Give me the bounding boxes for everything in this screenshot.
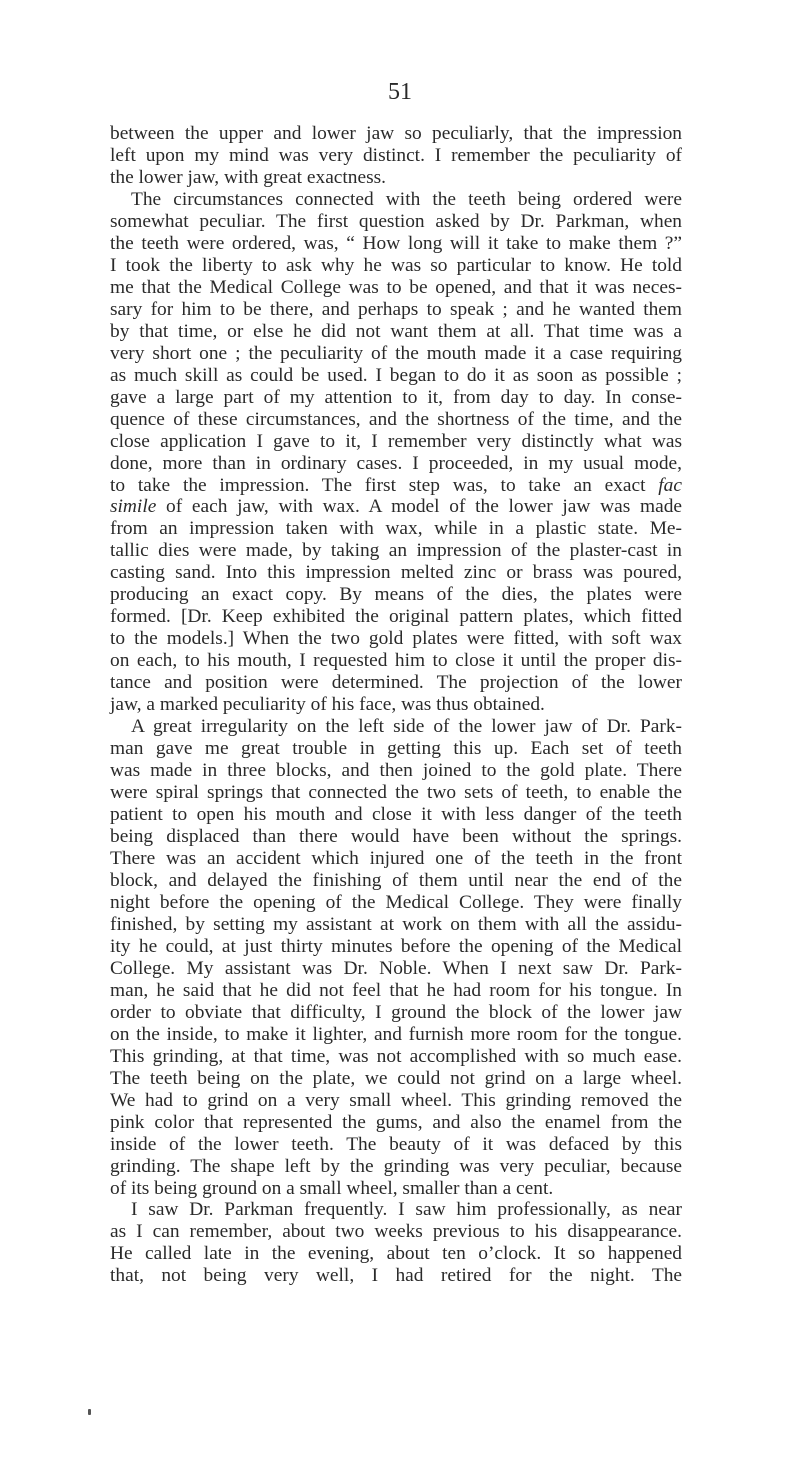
line-text: sary for him to be there, and perhaps to speak ; and he wanted them <box>110 298 682 320</box>
text-line <box>110 716 682 738</box>
text-line <box>110 1156 682 1178</box>
line-text: tallic dies were made, by taking an impression of the plaster-cast in <box>110 540 682 562</box>
margin-speck <box>88 1409 91 1415</box>
text-line <box>110 980 682 1002</box>
text-line <box>110 211 682 233</box>
text-line <box>110 672 682 694</box>
line-text: A great irregularity on the left side of the lower jaw of Dr. Park- <box>131 716 682 738</box>
line-text: pink color that represented the gums, and also the enamel from the <box>110 1111 682 1133</box>
text-line <box>110 782 682 804</box>
line-text: on the inside, to make it lighter, and furnish more room for the tongue. <box>110 1023 682 1045</box>
text-line <box>110 1046 682 1068</box>
text-line <box>110 453 682 475</box>
text-line <box>110 892 682 914</box>
line-text: quence of these circumstances, and the shortness of the time, and the <box>110 408 682 430</box>
line-text: I saw Dr. Parkman frequently. I saw him professionally, as near <box>131 1199 682 1221</box>
text-line <box>110 233 682 255</box>
line-text: left upon my mind was very distinct. I remember the peculiarity of <box>110 144 682 166</box>
text-line <box>110 1178 682 1200</box>
line-text: to take the impression. The first step was, to take an exact <box>110 474 646 496</box>
text-line <box>110 650 682 672</box>
line-text: grinding. The shape left by the grinding was very peculiar, because <box>110 1155 682 1177</box>
text-line <box>110 409 682 431</box>
text-line <box>110 628 682 650</box>
line-text: the lower jaw, with great exactness. <box>110 166 387 188</box>
text-line <box>110 496 682 518</box>
line-text: me that the Medical College was to be opened, and that it was neces- <box>110 276 682 298</box>
text-line <box>110 562 682 584</box>
line-text: There was an accident which injured one of the teeth in the front <box>110 847 682 869</box>
text-line <box>110 1221 682 1243</box>
text-line <box>110 365 682 387</box>
text-line <box>110 870 682 892</box>
line-text: man, he said that he did not feel that he had room for his tongue. In <box>110 979 682 1001</box>
text-line <box>110 1002 682 1024</box>
line-text: was made in three blocks, and then joined to the gold plate. There <box>110 760 682 782</box>
text-line <box>110 1090 682 1112</box>
page-number: 51 <box>388 79 412 105</box>
line-text: by that time, or else he did not want them at all. That time was a <box>110 320 682 342</box>
text-line <box>110 343 682 365</box>
line-text: We had to grind on a very small wheel. This grinding removed the <box>110 1089 682 1111</box>
line-text: order to obviate that difficulty, I ground the block of the lower jaw <box>110 1001 682 1023</box>
text-line <box>110 145 682 167</box>
text-line <box>110 804 682 826</box>
line-text: on each, to his mouth, I requested him to close it until the proper dis- <box>110 650 682 672</box>
text-line <box>110 1199 682 1221</box>
text-line <box>110 518 682 540</box>
line-text: to the models.] When the two gold plates were fitted, with soft wax <box>110 628 682 650</box>
line-text: patient to open his mouth and close it with less danger of the teeth <box>110 804 682 826</box>
text-line <box>110 606 682 628</box>
text-line <box>110 1112 682 1134</box>
text-line <box>110 277 682 299</box>
line-text: very short one ; the peculiarity of the mouth made it a case requiring <box>110 342 682 364</box>
line-text: tance and position were determined. The projection of the lower <box>110 672 682 694</box>
line-text: that, not being very well, I had retired for the night. The <box>110 1265 682 1287</box>
text-line <box>110 694 682 716</box>
text-line <box>110 387 682 409</box>
text-line <box>110 958 682 980</box>
line-text: This grinding, at that time, was not accomplished with so much ease. <box>110 1045 682 1067</box>
line-text: I took the liberty to ask why he was so particular to know. He told <box>110 254 682 276</box>
line-text: as I can remember, about two weeks previous to his disappearance. <box>110 1221 682 1243</box>
line-text: were spiral springs that connected the two sets of teeth, to enable the <box>110 782 682 804</box>
line-text: man gave me great trouble in getting this up. Each set of teeth <box>110 738 682 760</box>
text-line <box>110 738 682 760</box>
line-text: as much skill as could be used. I began to do it as soon as possible ; <box>110 364 682 386</box>
text-line <box>110 431 682 453</box>
text-line <box>110 1134 682 1156</box>
text-line <box>110 848 682 870</box>
line-text: close application I gave to it, I remember very distinctly what was <box>110 430 682 452</box>
text-line <box>110 1024 682 1046</box>
line-text: formed. [Dr. Keep exhibited the original pattern plates, which fitted <box>110 606 682 628</box>
line-text: ity he could, at just thirty minutes before the opening of the Medical <box>110 935 682 957</box>
line-text: of each jaw, with wax. A model of the lower jaw was made <box>166 496 682 518</box>
line-text: The teeth being on the plate, we could not grind on a large wheel. <box>110 1067 682 1089</box>
line-text: producing an exact copy. By means of the dies, the plates were <box>110 584 682 606</box>
line-text: somewhat peculiar. The first question asked by Dr. Parkman, when <box>110 210 682 232</box>
line-text: jaw, a marked peculiarity of his face, was thus obtained. <box>110 694 545 716</box>
text-line <box>110 826 682 848</box>
text-line <box>110 1243 682 1265</box>
text-line <box>110 123 682 145</box>
italic-word: simile <box>110 496 157 518</box>
text-line <box>110 255 682 277</box>
line-text: College. My assistant was Dr. Noble. When I next saw Dr. Park- <box>110 957 682 979</box>
line-text: done, more than in ordinary cases. I proceeded, in my usual mode, <box>110 452 682 474</box>
line-text: from an impression taken with wax, while in a plastic state. Me- <box>110 518 682 540</box>
text-line <box>110 189 682 211</box>
text-line <box>110 475 682 497</box>
italic-word: fac <box>658 474 682 496</box>
line-text: finished, by setting my assistant at work on them with all the assidu- <box>110 913 682 935</box>
text-line <box>110 167 682 189</box>
body-text <box>110 123 682 1287</box>
line-text: He called late in the evening, about ten o’clock. It so happened <box>110 1243 682 1265</box>
line-text: night before the opening of the Medical College. They were finally <box>110 891 682 913</box>
text-line <box>110 1068 682 1090</box>
line-text: gave a large part of my attention to it, from day to day. In conse- <box>110 386 682 408</box>
line-text: between the upper and lower jaw so peculiarly, that the impression <box>110 123 682 144</box>
text-line <box>110 1265 682 1287</box>
line-text: casting sand. Into this impression melted zinc or brass was poured, <box>110 562 682 584</box>
line-text: of its being ground on a small wheel, smaller than a cent. <box>110 1177 554 1199</box>
line-text: the teeth were ordered, was, “ How long will it take to make them ?” <box>110 232 682 254</box>
line-text: block, and delayed the finishing of them until near the end of the <box>110 869 682 891</box>
text-line <box>110 321 682 343</box>
text-line <box>110 936 682 958</box>
line-text: The circumstances connected with the teeth being ordered were <box>131 188 682 210</box>
text-line <box>110 914 682 936</box>
text-line <box>110 540 682 562</box>
text-line <box>110 299 682 321</box>
text-line <box>110 760 682 782</box>
line-text: inside of the lower teeth. The beauty of it was defaced by this <box>110 1133 682 1155</box>
text-line <box>110 584 682 606</box>
line-text: being displaced than there would have been without the springs. <box>110 826 682 847</box>
